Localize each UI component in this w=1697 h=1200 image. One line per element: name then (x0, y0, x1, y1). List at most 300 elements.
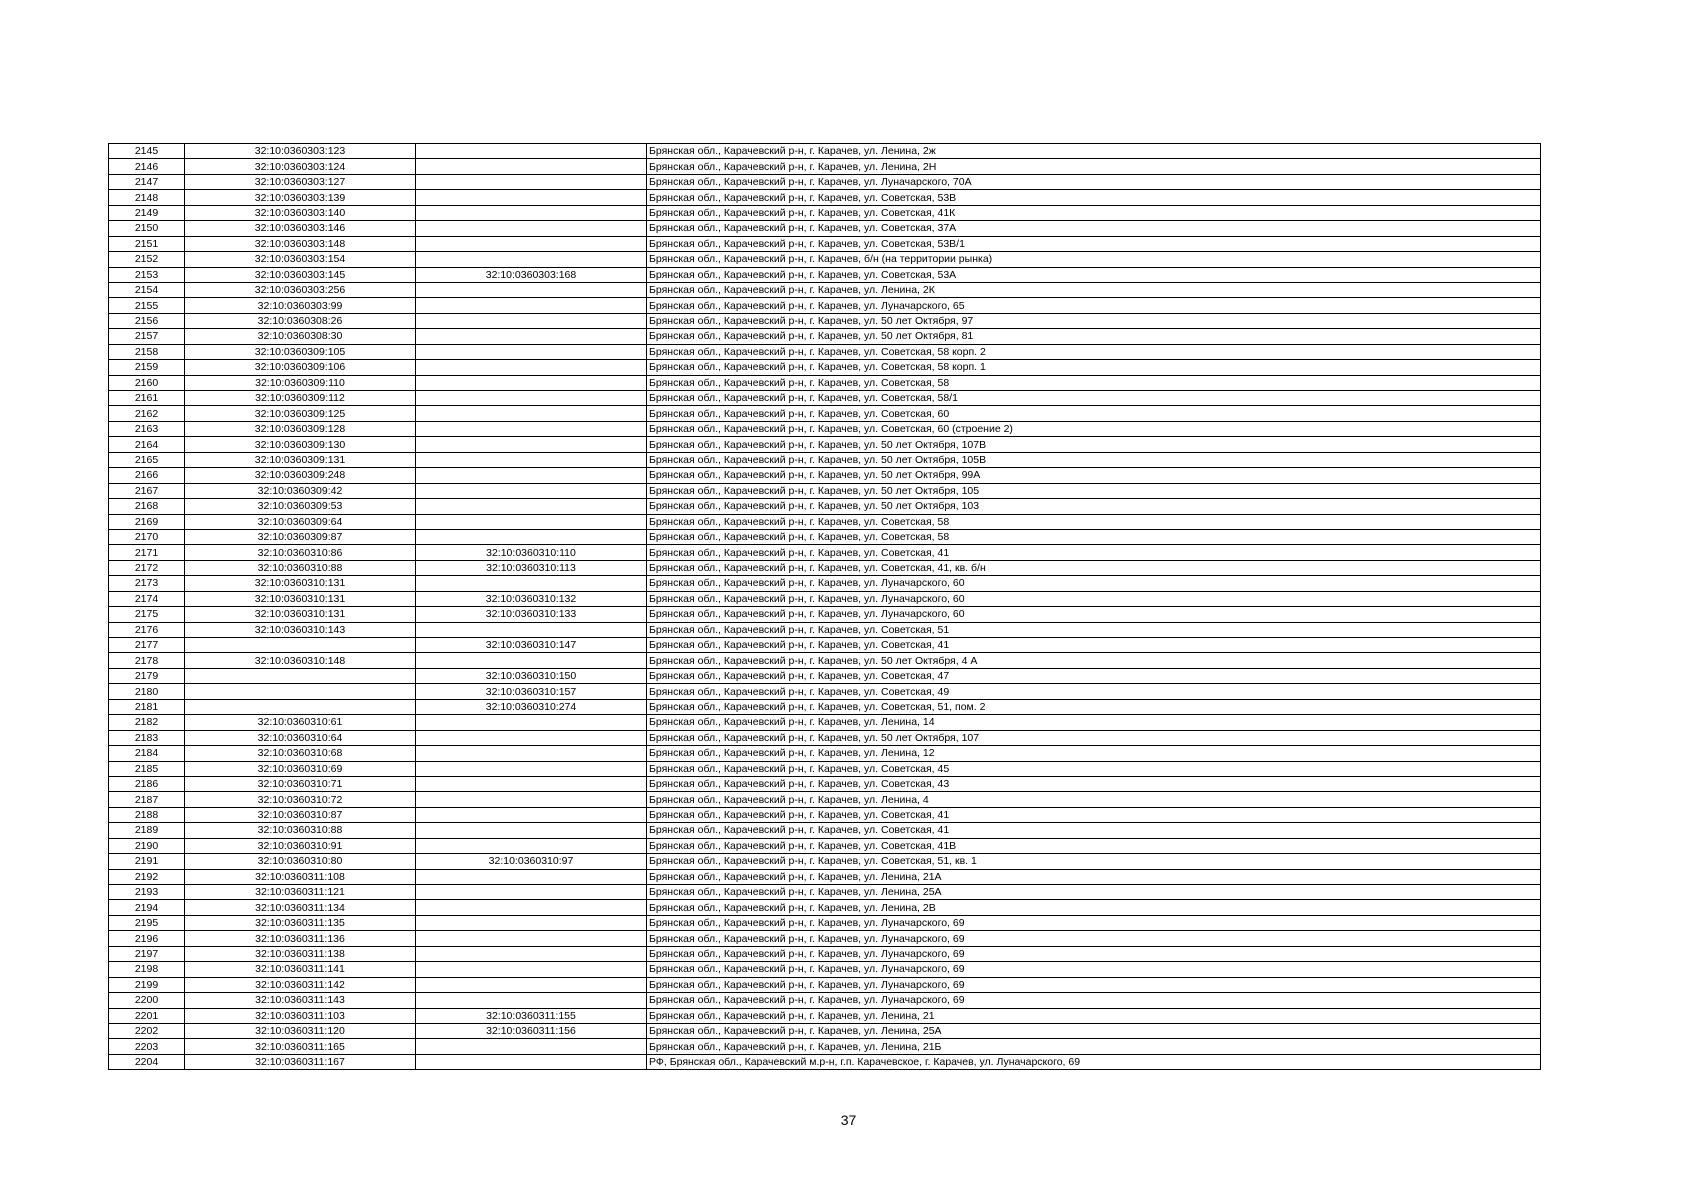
address-cell: Брянская обл., Карачевский р-н, г. Карачев, ул. Ленина, 25А (647, 885, 1541, 900)
address-cell: Брянская обл., Карачевский р-н, г. Карачев, ул. Ленина, 14 (647, 715, 1541, 730)
row-number-cell: 2147 (109, 174, 185, 189)
table-row (109, 329, 1541, 344)
cadastral-number-cell: 32:10:0360303:154 (185, 252, 416, 267)
cadastral-number-cell: 32:10:0360303:146 (185, 221, 416, 236)
cadastral-number-cell: 32:10:0360303:140 (185, 205, 416, 220)
table-row (109, 313, 1541, 328)
parent-cadastral-number-cell (416, 807, 647, 822)
row-number-cell: 2190 (109, 838, 185, 853)
table-row (109, 776, 1541, 791)
table-row (109, 915, 1541, 930)
address-cell: Брянская обл., Карачевский р-н, г. Карачев, ул. Советская, 53В (647, 190, 1541, 205)
parent-cadastral-number-cell (416, 236, 647, 251)
row-number-cell: 2191 (109, 854, 185, 869)
row-number-cell: 2164 (109, 437, 185, 452)
table-row (109, 761, 1541, 776)
row-number-cell: 2156 (109, 313, 185, 328)
address-cell: Брянская обл., Карачевский р-н, г. Карачев, ул. Луначарского, 60 (647, 576, 1541, 591)
table-row (109, 360, 1541, 375)
parent-cadastral-number-cell (416, 838, 647, 853)
row-number-cell: 2158 (109, 344, 185, 359)
row-number-cell: 2192 (109, 869, 185, 884)
address-cell: Брянская обл., Карачевский р-н, г. Карачев, ул. Ленина, 12 (647, 746, 1541, 761)
address-cell: Брянская обл., Карачевский р-н, г. Карачев, ул. Советская, 58 (647, 375, 1541, 390)
parent-cadastral-number-cell (416, 144, 647, 159)
table-row (109, 1039, 1541, 1054)
cadastral-number-cell (185, 668, 416, 683)
address-cell: Брянская обл., Карачевский р-н, г. Карачев, ул. 50 лет Октября, 105 (647, 483, 1541, 498)
table-row (109, 1054, 1541, 1069)
cadastral-number-cell: 32:10:0360309:248 (185, 468, 416, 483)
cadastral-number-cell: 32:10:0360310:131 (185, 576, 416, 591)
table-row (109, 668, 1541, 683)
parent-cadastral-number-cell: 32:10:0360310:147 (416, 638, 647, 653)
address-cell: Брянская обл., Карачевский р-н, г. Карачев, ул. Советская, 41К (647, 205, 1541, 220)
table-row (109, 730, 1541, 745)
cadastral-number-cell: 32:10:0360311:167 (185, 1054, 416, 1069)
address-cell: Брянская обл., Карачевский р-н, г. Карачев, ул. Советская, 60 (647, 406, 1541, 421)
parent-cadastral-number-cell: 32:10:0360310:133 (416, 607, 647, 622)
cadastral-number-cell: 32:10:0360309:131 (185, 452, 416, 467)
cadastral-number-cell: 32:10:0360310:148 (185, 653, 416, 668)
address-cell: Брянская обл., Карачевский р-н, г. Карачев, ул. Ленина, 4 (647, 792, 1541, 807)
address-cell: Брянская обл., Карачевский р-н, г. Карачев, ул. 50 лет Октября, 81 (647, 329, 1541, 344)
parent-cadastral-number-cell (416, 360, 647, 375)
parent-cadastral-number-cell (416, 776, 647, 791)
row-number-cell: 2151 (109, 236, 185, 251)
parent-cadastral-number-cell (416, 205, 647, 220)
row-number-cell: 2173 (109, 576, 185, 591)
table-row (109, 298, 1541, 313)
row-number-cell: 2172 (109, 560, 185, 575)
row-number-cell: 2197 (109, 946, 185, 961)
table-row (109, 529, 1541, 544)
address-cell: Брянская обл., Карачевский р-н, г. Карачев, ул. 50 лет Октября, 103 (647, 499, 1541, 514)
parent-cadastral-number-cell (416, 406, 647, 421)
parent-cadastral-number-cell (416, 452, 647, 467)
address-cell: Брянская обл., Карачевский р-н, г. Карачев, ул. 50 лет Октября, 99А (647, 468, 1541, 483)
cadastral-number-cell: 32:10:0360310:61 (185, 715, 416, 730)
row-number-cell: 2199 (109, 977, 185, 992)
cadastral-number-cell (185, 699, 416, 714)
row-number-cell: 2203 (109, 1039, 185, 1054)
address-cell: Брянская обл., Карачевский р-н, г. Карачев, ул. Советская, 51, пом. 2 (647, 699, 1541, 714)
address-cell: Брянская обл., Карачевский р-н, г. Карачев, ул. Луначарского, 60 (647, 591, 1541, 606)
cadastral-number-cell: 32:10:0360303:123 (185, 144, 416, 159)
cadastral-number-cell: 32:10:0360309:125 (185, 406, 416, 421)
row-number-cell: 2202 (109, 1023, 185, 1038)
table-row (109, 931, 1541, 946)
address-cell: Брянская обл., Карачевский р-н, г. Карачев, ул. Советская, 41, кв. б/н (647, 560, 1541, 575)
cadastral-number-cell: 32:10:0360303:99 (185, 298, 416, 313)
parent-cadastral-number-cell (416, 962, 647, 977)
address-cell: Брянская обл., Карачевский р-н, г. Карачев, ул. Советская, 53В/1 (647, 236, 1541, 251)
table-row (109, 252, 1541, 267)
row-number-cell: 2193 (109, 885, 185, 900)
address-cell: Брянская обл., Карачевский р-н, г. Карачев, ул. 50 лет Октября, 4 А (647, 653, 1541, 668)
address-cell: Брянская обл., Карачевский р-н, г. Карачев, ул. Советская, 58 (647, 529, 1541, 544)
cadastral-number-cell: 32:10:0360310:71 (185, 776, 416, 791)
parent-cadastral-number-cell (416, 298, 647, 313)
cadastral-number-cell: 32:10:0360310:131 (185, 607, 416, 622)
row-number-cell: 2170 (109, 529, 185, 544)
row-number-cell: 2204 (109, 1054, 185, 1069)
cadastral-number-cell: 32:10:0360310:80 (185, 854, 416, 869)
parent-cadastral-number-cell (416, 529, 647, 544)
address-cell: Брянская обл., Карачевский р-н, г. Карачев, ул. Луначарского, 65 (647, 298, 1541, 313)
row-number-cell: 2169 (109, 514, 185, 529)
table-row (109, 993, 1541, 1008)
table-row (109, 715, 1541, 730)
address-cell: Брянская обл., Карачевский р-н, г. Карачев, ул. Луначарского, 69 (647, 931, 1541, 946)
table-row (109, 375, 1541, 390)
address-cell: Брянская обл., Карачевский р-н, г. Карачев, ул. Луначарского, 69 (647, 946, 1541, 961)
address-cell: Брянская обл., Карачевский р-н, г. Карачев, ул. Луначарского, 69 (647, 962, 1541, 977)
address-cell: Брянская обл., Карачевский р-н, г. Карачев, ул. Советская, 49 (647, 684, 1541, 699)
parent-cadastral-number-cell (416, 282, 647, 297)
row-number-cell: 2163 (109, 421, 185, 436)
table-row (109, 638, 1541, 653)
table-row (109, 483, 1541, 498)
parent-cadastral-number-cell (416, 1054, 647, 1069)
address-cell: Брянская обл., Карачевский р-н, г. Карачев, ул. Ленина, 2ж (647, 144, 1541, 159)
table-row (109, 807, 1541, 822)
row-number-cell: 2188 (109, 807, 185, 822)
parent-cadastral-number-cell (416, 313, 647, 328)
table-row (109, 792, 1541, 807)
cadastral-number-cell: 32:10:0360310:68 (185, 746, 416, 761)
parent-cadastral-number-cell (416, 483, 647, 498)
parent-cadastral-number-cell (416, 946, 647, 961)
table-row (109, 282, 1541, 297)
parent-cadastral-number-cell (416, 869, 647, 884)
cadastral-number-cell: 32:10:0360308:30 (185, 329, 416, 344)
cadastral-number-cell: 32:10:0360310:88 (185, 560, 416, 575)
cadastral-number-cell: 32:10:0360311:136 (185, 931, 416, 946)
row-number-cell: 2178 (109, 653, 185, 668)
cadastral-number-cell: 32:10:0360311:121 (185, 885, 416, 900)
row-number-cell: 2152 (109, 252, 185, 267)
address-cell: Брянская обл., Карачевский р-н, г. Карачев, ул. Ленина, 21А (647, 869, 1541, 884)
row-number-cell: 2200 (109, 993, 185, 1008)
address-cell: Брянская обл., Карачевский р-н, г. Карачев, ул. Советская, 58 корп. 1 (647, 360, 1541, 375)
address-cell: Брянская обл., Карачевский р-н, г. Карачев, ул. Ленина, 2К (647, 282, 1541, 297)
table-row (109, 499, 1541, 514)
parent-cadastral-number-cell: 32:10:0360310:157 (416, 684, 647, 699)
parent-cadastral-number-cell (416, 329, 647, 344)
parent-cadastral-number-cell: 32:10:0360310:110 (416, 545, 647, 560)
row-number-cell: 2187 (109, 792, 185, 807)
row-number-cell: 2145 (109, 144, 185, 159)
parent-cadastral-number-cell (416, 421, 647, 436)
address-cell: Брянская обл., Карачевский р-н, г. Карачев, ул. Ленина, 21 (647, 1008, 1541, 1023)
row-number-cell: 2186 (109, 776, 185, 791)
table-row (109, 437, 1541, 452)
address-cell: Брянская обл., Карачевский р-н, г. Карачев, ул. Ленина, 21Б (647, 1039, 1541, 1054)
parent-cadastral-number-cell (416, 931, 647, 946)
parent-cadastral-number-cell (416, 915, 647, 930)
address-cell: Брянская обл., Карачевский р-н, г. Карачев, ул. Советская, 53А (647, 267, 1541, 282)
row-number-cell: 2185 (109, 761, 185, 776)
table-row (109, 545, 1541, 560)
address-cell: Брянская обл., Карачевский р-н, г. Карачев, ул. Советская, 47 (647, 668, 1541, 683)
cadastral-number-cell: 32:10:0360309:112 (185, 391, 416, 406)
address-cell: Брянская обл., Карачевский р-н, г. Карачев, ул. Советская, 41 (647, 807, 1541, 822)
table-row (109, 869, 1541, 884)
cadastral-number-cell: 32:10:0360309:128 (185, 421, 416, 436)
cadastral-number-cell: 32:10:0360311:142 (185, 977, 416, 992)
cadastral-number-cell: 32:10:0360309:110 (185, 375, 416, 390)
cadastral-number-cell: 32:10:0360310:91 (185, 838, 416, 853)
address-cell: Брянская обл., Карачевский р-н, г. Карачев, ул. 50 лет Октября, 107 (647, 730, 1541, 745)
row-number-cell: 2195 (109, 915, 185, 930)
cadastral-number-cell: 32:10:0360308:26 (185, 313, 416, 328)
parent-cadastral-number-cell (416, 468, 647, 483)
table-row (109, 344, 1541, 359)
cadastral-number-cell: 32:10:0360311:135 (185, 915, 416, 930)
cadastral-number-cell: 32:10:0360311:103 (185, 1008, 416, 1023)
parent-cadastral-number-cell (416, 1039, 647, 1054)
table-row (109, 174, 1541, 189)
parent-cadastral-number-cell (416, 190, 647, 205)
cadastral-number-cell: 32:10:0360309:42 (185, 483, 416, 498)
table-row (109, 560, 1541, 575)
row-number-cell: 2177 (109, 638, 185, 653)
table-row (109, 622, 1541, 637)
row-number-cell: 2181 (109, 699, 185, 714)
parent-cadastral-number-cell (416, 514, 647, 529)
parent-cadastral-number-cell: 32:10:0360310:113 (416, 560, 647, 575)
cadastral-number-cell: 32:10:0360309:130 (185, 437, 416, 452)
table-row (109, 159, 1541, 174)
cadastral-number-cell: 32:10:0360310:86 (185, 545, 416, 560)
row-number-cell: 2198 (109, 962, 185, 977)
parent-cadastral-number-cell (416, 900, 647, 915)
address-cell: Брянская обл., Карачевский р-н, г. Карачев, ул. Луначарского, 69 (647, 977, 1541, 992)
row-number-cell: 2176 (109, 622, 185, 637)
table-row (109, 854, 1541, 869)
parent-cadastral-number-cell: 32:10:0360310:274 (416, 699, 647, 714)
row-number-cell: 2196 (109, 931, 185, 946)
table-row (109, 607, 1541, 622)
parent-cadastral-number-cell (416, 792, 647, 807)
parent-cadastral-number-cell (416, 823, 647, 838)
row-number-cell: 2153 (109, 267, 185, 282)
row-number-cell: 2201 (109, 1008, 185, 1023)
cadastral-number-cell: 32:10:0360309:106 (185, 360, 416, 375)
table-row (109, 699, 1541, 714)
parent-cadastral-number-cell (416, 715, 647, 730)
row-number-cell: 2174 (109, 591, 185, 606)
row-number-cell: 2175 (109, 607, 185, 622)
parent-cadastral-number-cell (416, 653, 647, 668)
address-cell: Брянская обл., Карачевский р-н, г. Карачев, ул. Советская, 58 корп. 2 (647, 344, 1541, 359)
row-number-cell: 2179 (109, 668, 185, 683)
address-cell: Брянская обл., Карачевский р-н, г. Карачев, ул. Луначарского, 60 (647, 607, 1541, 622)
cadastral-number-cell: 32:10:0360309:64 (185, 514, 416, 529)
table-row (109, 946, 1541, 961)
cadastral-number-cell: 32:10:0360303:256 (185, 282, 416, 297)
cadastral-number-cell: 32:10:0360310:88 (185, 823, 416, 838)
address-cell: Брянская обл., Карачевский р-н, г. Карачев, ул. Советская, 51 (647, 622, 1541, 637)
table-row (109, 267, 1541, 282)
parent-cadastral-number-cell (416, 977, 647, 992)
table-body (109, 144, 1541, 1070)
parent-cadastral-number-cell (416, 499, 647, 514)
cadastral-number-cell: 32:10:0360309:87 (185, 529, 416, 544)
row-number-cell: 2161 (109, 391, 185, 406)
cadastral-number-cell: 32:10:0360303:124 (185, 159, 416, 174)
cadastral-number-cell: 32:10:0360311:120 (185, 1023, 416, 1038)
parent-cadastral-number-cell (416, 993, 647, 1008)
parent-cadastral-number-cell (416, 437, 647, 452)
row-number-cell: 2165 (109, 452, 185, 467)
table-row (109, 885, 1541, 900)
row-number-cell: 2154 (109, 282, 185, 297)
table-row (109, 962, 1541, 977)
address-cell: Брянская обл., Карачевский р-н, г. Карачев, ул. Советская, 41 (647, 545, 1541, 560)
table-row (109, 838, 1541, 853)
parent-cadastral-number-cell (416, 746, 647, 761)
table-row (109, 977, 1541, 992)
parent-cadastral-number-cell (416, 391, 647, 406)
cadastral-number-cell: 32:10:0360310:131 (185, 591, 416, 606)
table-row (109, 144, 1541, 159)
cadastral-number-cell: 32:10:0360310:87 (185, 807, 416, 822)
address-cell: РФ, Брянская обл., Карачевский м.р-н, г.п. Карачевское, г. Карачев, ул. Луначарского, 69 (647, 1054, 1541, 1069)
row-number-cell: 2148 (109, 190, 185, 205)
table-row (109, 468, 1541, 483)
parent-cadastral-number-cell: 32:10:0360311:155 (416, 1008, 647, 1023)
table-row (109, 1023, 1541, 1038)
parent-cadastral-number-cell (416, 344, 647, 359)
address-cell: Брянская обл., Карачевский р-н, г. Карачев, ул. Луначарского, 69 (647, 915, 1541, 930)
address-cell: Брянская обл., Карачевский р-н, г. Карачев, ул. Советская, 51, кв. 1 (647, 854, 1541, 869)
row-number-cell: 2180 (109, 684, 185, 699)
cadastral-number-cell: 32:10:0360311:141 (185, 962, 416, 977)
parent-cadastral-number-cell (416, 622, 647, 637)
parent-cadastral-number-cell (416, 174, 647, 189)
row-number-cell: 2160 (109, 375, 185, 390)
parent-cadastral-number-cell: 32:10:0360310:97 (416, 854, 647, 869)
cadastral-number-cell: 32:10:0360303:139 (185, 190, 416, 205)
parent-cadastral-number-cell (416, 375, 647, 390)
cadastral-number-cell: 32:10:0360309:105 (185, 344, 416, 359)
address-cell: Брянская обл., Карачевский р-н, г. Карачев, ул. Советская, 41В (647, 838, 1541, 853)
cadastral-number-cell: 32:10:0360310:64 (185, 730, 416, 745)
table-row (109, 684, 1541, 699)
table-row (109, 653, 1541, 668)
table-row (109, 205, 1541, 220)
address-cell: Брянская обл., Карачевский р-н, г. Карачев, ул. 50 лет Октября, 97 (647, 313, 1541, 328)
address-cell: Брянская обл., Карачевский р-н, г. Карачев, ул. Луначарского, 70А (647, 174, 1541, 189)
cadastral-number-cell: 32:10:0360303:148 (185, 236, 416, 251)
row-number-cell: 2189 (109, 823, 185, 838)
parent-cadastral-number-cell (416, 885, 647, 900)
cadastral-number-cell: 32:10:0360311:134 (185, 900, 416, 915)
address-cell: Брянская обл., Карачевский р-н, г. Карачев, ул. Ленина, 2В (647, 900, 1541, 915)
address-cell: Брянская обл., Карачевский р-н, г. Карачев, ул. Советская, 60 (строение 2) (647, 421, 1541, 436)
parent-cadastral-number-cell (416, 761, 647, 776)
address-cell: Брянская обл., Карачевский р-н, г. Карачев, ул. Советская, 58 (647, 514, 1541, 529)
parent-cadastral-number-cell (416, 159, 647, 174)
table-row (109, 514, 1541, 529)
row-number-cell: 2171 (109, 545, 185, 560)
table-row (109, 576, 1541, 591)
row-number-cell: 2166 (109, 468, 185, 483)
row-number-cell: 2159 (109, 360, 185, 375)
address-cell: Брянская обл., Карачевский р-н, г. Карачев, ул. Советская, 41 (647, 823, 1541, 838)
cadastral-number-cell: 32:10:0360311:138 (185, 946, 416, 961)
parent-cadastral-number-cell (416, 576, 647, 591)
address-cell: Брянская обл., Карачевский р-н, г. Карачев, ул. 50 лет Октября, 105В (647, 452, 1541, 467)
cadastral-number-cell: 32:10:0360309:53 (185, 499, 416, 514)
address-cell: Брянская обл., Карачевский р-н, г. Карачев, ул. Советская, 37А (647, 221, 1541, 236)
cadastral-number-cell (185, 638, 416, 653)
parent-cadastral-number-cell (416, 252, 647, 267)
address-cell: Брянская обл., Карачевский р-н, г. Карачев, ул. Луначарского, 69 (647, 993, 1541, 1008)
parent-cadastral-number-cell: 32:10:0360311:156 (416, 1023, 647, 1038)
row-number-cell: 2157 (109, 329, 185, 344)
table-row (109, 452, 1541, 467)
table-row (109, 221, 1541, 236)
table-row (109, 421, 1541, 436)
row-number-cell: 2162 (109, 406, 185, 421)
property-register-table (108, 143, 1541, 1070)
table-row (109, 591, 1541, 606)
cadastral-number-cell: 32:10:0360311:108 (185, 869, 416, 884)
cadastral-number-cell: 32:10:0360303:127 (185, 174, 416, 189)
table-row (109, 823, 1541, 838)
row-number-cell: 2183 (109, 730, 185, 745)
parent-cadastral-number-cell: 32:10:0360310:150 (416, 668, 647, 683)
table-row (109, 746, 1541, 761)
table-row (109, 190, 1541, 205)
parent-cadastral-number-cell (416, 730, 647, 745)
row-number-cell: 2150 (109, 221, 185, 236)
parent-cadastral-number-cell: 32:10:0360310:132 (416, 591, 647, 606)
row-number-cell: 2184 (109, 746, 185, 761)
cadastral-number-cell: 32:10:0360303:145 (185, 267, 416, 282)
address-cell: Брянская обл., Карачевский р-н, г. Карачев, ул. Советская, 43 (647, 776, 1541, 791)
row-number-cell: 2194 (109, 900, 185, 915)
parent-cadastral-number-cell (416, 221, 647, 236)
table-row (109, 236, 1541, 251)
address-cell: Брянская обл., Карачевский р-н, г. Карачев, ул. Советская, 45 (647, 761, 1541, 776)
cadastral-number-cell (185, 684, 416, 699)
cadastral-number-cell: 32:10:0360310:143 (185, 622, 416, 637)
row-number-cell: 2167 (109, 483, 185, 498)
parent-cadastral-number-cell: 32:10:0360303:168 (416, 267, 647, 282)
address-cell: Брянская обл., Карачевский р-н, г. Карачев, б/н (на территории рынка) (647, 252, 1541, 267)
cadastral-number-cell: 32:10:0360311:143 (185, 993, 416, 1008)
table-row (109, 1008, 1541, 1023)
cadastral-number-cell: 32:10:0360310:72 (185, 792, 416, 807)
address-cell: Брянская обл., Карачевский р-н, г. Карачев, ул. 50 лет Октября, 107В (647, 437, 1541, 452)
address-cell: Брянская обл., Карачевский р-н, г. Карачев, ул. Ленина, 2Н (647, 159, 1541, 174)
address-cell: Брянская обл., Карачевский р-н, г. Карачев, ул. Ленина, 25А (647, 1023, 1541, 1038)
row-number-cell: 2146 (109, 159, 185, 174)
row-number-cell: 2168 (109, 499, 185, 514)
cadastral-number-cell: 32:10:0360310:69 (185, 761, 416, 776)
page-number: 37 (840, 1112, 857, 1128)
address-cell: Брянская обл., Карачевский р-н, г. Карачев, ул. Советская, 58/1 (647, 391, 1541, 406)
row-number-cell: 2182 (109, 715, 185, 730)
table-row (109, 391, 1541, 406)
address-cell: Брянская обл., Карачевский р-н, г. Карачев, ул. Советская, 41 (647, 638, 1541, 653)
table-row (109, 406, 1541, 421)
table-row (109, 900, 1541, 915)
